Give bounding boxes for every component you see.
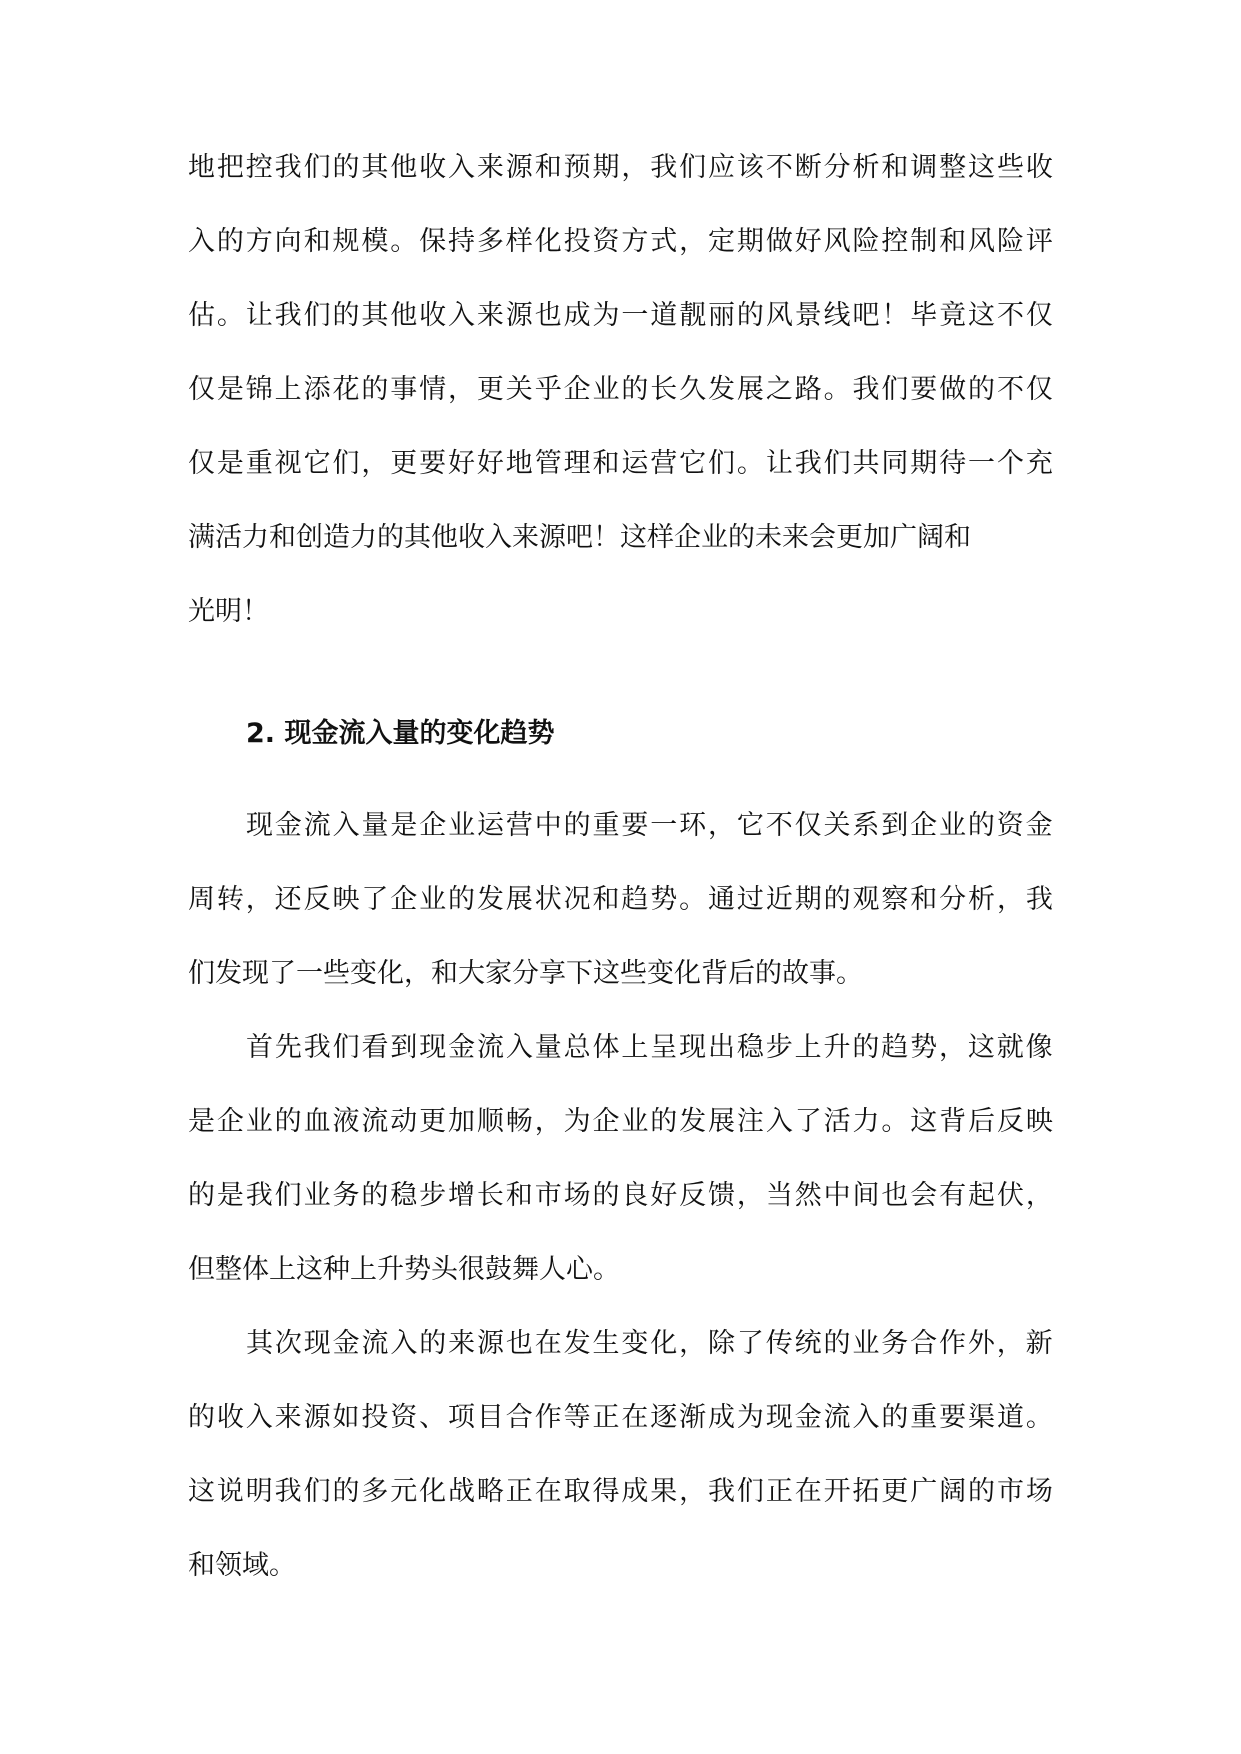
text-line: 是 企 业 的 血 液 流 动 更 加 顺 畅 ， 为 企 业 的 发 展 注 入 了 活 力 。 这 背 后 反 映 xyxy=(188,1106,1053,1137)
text-line: 地 把 控 我 们 的 其 他 收 入 来 源 和 预 期 ， 我 们 应 该 不 断 分 析 和 调 整 这 些 收 xyxy=(188,152,1053,183)
paragraph-1 xyxy=(188,789,1053,1011)
text-line: 现 金 流 入 量 是 企 业 运 营 中 的 重 要 一 环 ， 它 不 仅 关 系 到 企 业 的 资 金 xyxy=(246,810,1053,841)
text-line: 们发现了一些变化，和大家分享下这些变化背后的故事。 xyxy=(188,958,863,989)
text-line: 光明！ xyxy=(188,596,269,627)
text-line: 这 说 明 我 们 的 多 元 化 战 略 正 在 取 得 成 果 ， 我 们 正 在 开 拓 更 广 阔 的 市 场 xyxy=(188,1476,1053,1507)
paragraph-3 xyxy=(188,1307,1053,1603)
text-line: 首 先 我 们 看 到 现 金 流 入 量 总 体 上 呈 现 出 稳 步 上 升 的 趋 势 ， 这 就 像 xyxy=(246,1032,1053,1063)
text-line: 其 次 现 金 流 入 的 来 源 也 在 发 生 变 化 ， 除 了 传 统 的 业 务 合 作 外 ， 新 xyxy=(246,1328,1053,1359)
paragraph-2 xyxy=(188,1011,1053,1307)
text-line: 仅 是 锦 上 添 花 的 事 情 ， 更 关 乎 企 业 的 长 久 发 展 之 路 。 我 们 要 做 的 不 仅 xyxy=(188,374,1053,405)
text-line: 仅 是 重 视 它 们 ， 更 要 好 好 地 管 理 和 运 营 它 们 。 让 我 们 共 同 期 待 一 个 充 xyxy=(188,448,1053,479)
text-line: 的 收 入 来 源 如 投 资 、 项 目 合 作 等 正 在 逐 渐 成 为 现 金 流 入 的 重 要 渠 道 。 xyxy=(188,1402,1053,1433)
text-line: 和领域。 xyxy=(188,1550,296,1581)
text-line: 入 的 方 向 和 规 模 。 保 持 多 样 化 投 资 方 式 ， 定 期 做 好 风 险 控 制 和 风 险 评 xyxy=(188,226,1053,257)
section-heading: 2. 现金流入量的变化趋势 xyxy=(246,718,555,749)
text-line: 的 是 我 们 业 务 的 稳 步 增 长 和 市 场 的 良 好 反 馈 ， 当 然 中 间 也 会 有 起 伏 ， xyxy=(188,1180,1053,1211)
text-line: 但整体上这种上升势头很鼓舞人心。 xyxy=(188,1254,620,1285)
text-line: 满活力和创造力的其他收入来源吧！这样企业的未来会更加广阔和 xyxy=(188,522,971,553)
text-line: 周 转 ， 还 反 映 了 企 业 的 发 展 状 况 和 趋 势 。 通 过 近 期 的 观 察 和 分 析 ， 我 xyxy=(188,884,1053,915)
paragraph-continued xyxy=(188,131,1053,649)
text-line: 估 。 让 我 们 的 其 他 收 入 来 源 也 成 为 一 道 靓 丽 的 风 景 线 吧 ！ 毕 竟 这 不 仅 xyxy=(188,300,1053,331)
